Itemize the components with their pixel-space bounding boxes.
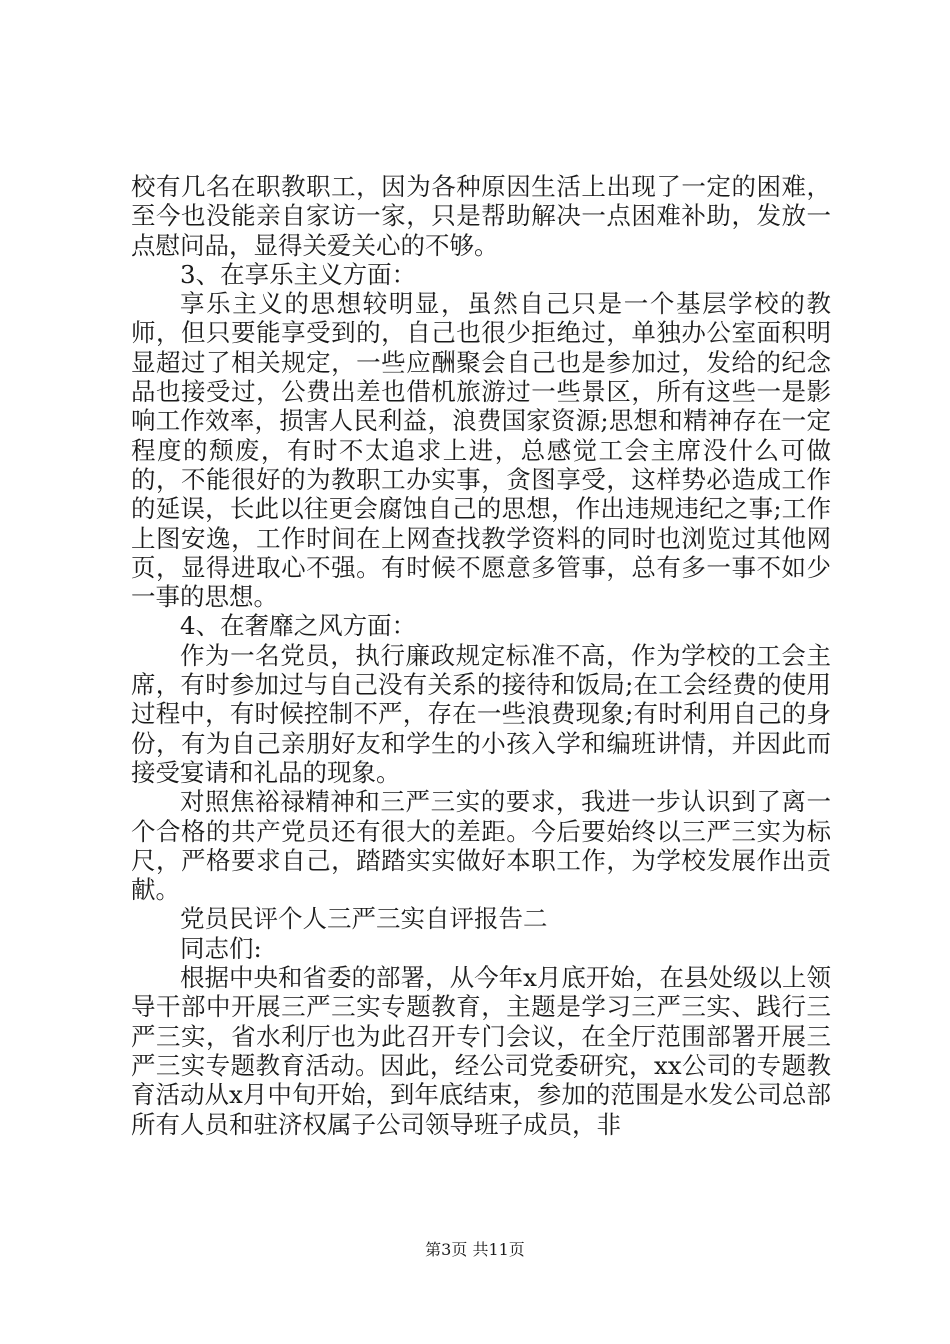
salutation: 同志们: bbox=[180, 933, 262, 963]
paragraph-extravagance: 作为一名党员，执行廉政规定标准不高，作为学校的工会主席，有时参加过与自己没有关系的接待和饭局;在工会经费的使用过程中，有时候控制不严，存在一些浪费现象;有时利用自己的身份，有为自己亲朋好友和学生的小孩入学和编班讲情，并因此而接受宴请和礼品的现象。 bbox=[131, 640, 831, 787]
page-footer: 第3页 共11页 bbox=[425, 1240, 525, 1259]
paragraph-hedonism: 享乐主义的思想较明显，虽然自己只是一个基层学校的教师，但只要能享受到的，自己也很少拒绝过，单独办公室面积明显超过了相关规定，一些应酬聚会自己也是参加过，发给的纪念品也接受过，公费出差也借机旅游过一些景区，所有这些一是影响工作效率，损害人民利益，浪费国家资源;思想和精神存在一定程度的颓废，有时不太追求上进，总感觉工会主席没什么可做的，不能很好的为教职工办实事，贪图享受，这样势必造成工作的延误，长此以往更会腐蚀自己的思想，作出违规违纪之事;工作上图安逸，工作时间在上网查找教学资料的同时也浏览过其他网页，显得进取心不强。有时候不愿意多管事，总有多一事不如少一事的思想。 bbox=[131, 289, 831, 612]
paragraph-conclusion: 对照焦裕禄精神和三严三实的要求，我进一步认识到了离一个合格的共产党员还有很大的差距。今后要始终以三严三实为标尺，严格要求自己，踏踏实实做好本职工作，为学校发展作出贡献。 bbox=[131, 787, 831, 905]
document-body bbox=[131, 172, 831, 1139]
report-title: 党员民评个人三严三实自评报告二 bbox=[180, 904, 548, 934]
section-heading-extravagance: 4、在奢靡之风方面： bbox=[180, 611, 417, 641]
paragraph-report-intro: 根据中央和省委的部署，从今年x月底开始，在县处级以上领导干部中开展三严三实专题教育，主题是学习三严三实、践行三严三实，省水利厅也为此召开专门会议，在全厅范围部署开展三严三实专题教育活动。因此，经公司党委研究，xx公司的专题教育活动从x月中旬开始，到年底结束，参加的范围是水发公司总部所有人员和驻济权属子公司领导班子成员，非 bbox=[131, 963, 831, 1139]
paragraph-continuation: 校有几名在职教职工，因为各种原因生活上出现了一定的困难，至今也没能亲自家访一家，只是帮助解决一点困难补助，发放一点慰问品，显得关爱关心的不够。 bbox=[131, 172, 831, 260]
section-heading-hedonism: 3、在享乐主义方面： bbox=[180, 259, 417, 289]
